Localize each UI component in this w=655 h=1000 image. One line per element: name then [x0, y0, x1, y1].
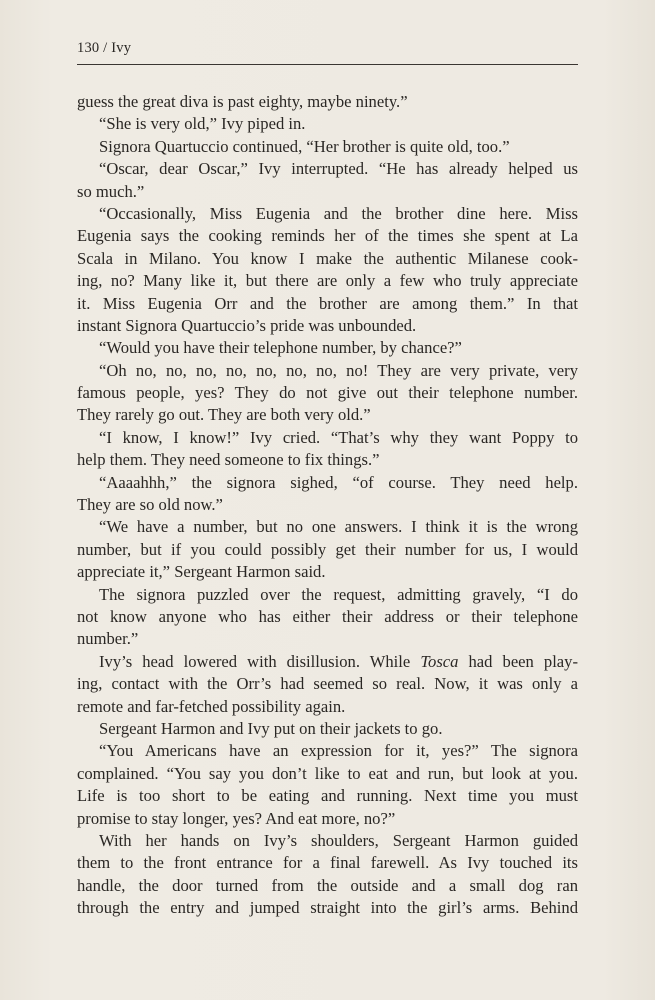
text-line: Signora Quartuccio continued, “Her brother is quite old, too.” [99, 136, 510, 156]
text-line: “Oscar, dear Oscar,” Ivy interrupted. “He has already helped us [99, 159, 578, 179]
text-line: Sergeant Harmon and Ivy put on their jackets to go. [99, 718, 443, 738]
text-line: remote and far-fetched possibility again. [77, 696, 346, 716]
text-line: complained. “You say you don’t like to eat and run, but look at you. [77, 763, 578, 783]
text-line: instant Signora Quartuccio’s pride was unbounded. [77, 315, 417, 335]
opera-title: Tosca [420, 651, 459, 671]
text-line: so much.” [77, 181, 145, 201]
text-line: “She is very old,” Ivy piped in. [99, 114, 306, 134]
text-line: promise to stay longer, yes? And eat more, no?” [77, 808, 396, 828]
text-line: number, but if you could possibly get their number for us, I would [77, 539, 578, 559]
text-line: With her hands on Ivy’s shoulders, Sergeant Harmon guided [99, 830, 578, 850]
text-line: appreciate it,” Sergeant Harmon said. [77, 562, 326, 582]
text-line: handle, the door turned from the outside and a small dog ran [77, 875, 578, 895]
text-line: not know anyone who has either their address or their telephone [77, 606, 578, 626]
text-line: Life is too short to be eating and running. Next time you must [77, 786, 578, 806]
text-line: “Would you have their telephone number, by chance?” [99, 338, 462, 358]
text-line: number.” [77, 629, 139, 649]
text-line: ing, contact with the Orr’s had seemed so real. Now, it was only a [77, 674, 578, 694]
text-line: “Aaaahhh,” the signora sighed, “of course. They need help. [99, 472, 578, 492]
text-line: “We have a number, but no one answers. I think it is the wrong [99, 517, 578, 537]
text-line: “Oh no, no, no, no, no, no, no, no! They are very private, very [99, 360, 578, 380]
text-line: Scala in Milano. You know I make the authentic Milanese cook- [77, 248, 578, 268]
text-line: “Occasionally, Miss Eugenia and the brother dine here. Miss [99, 203, 578, 223]
text-line: help them. They need someone to fix things.” [77, 450, 380, 470]
body-text [77, 91, 578, 919]
text-line: “I know, I know!” Ivy cried. “That’s why they want Poppy to [99, 427, 578, 447]
page-folio: 130 / Ivy [77, 40, 132, 56]
text-line: They are so old now.” [77, 495, 223, 515]
text-line: Eugenia says the cooking reminds her of the times she spent at La [77, 226, 578, 246]
text-line: ing, no? Many like it, but there are only a few who truly appreciate [77, 271, 578, 291]
running-header [77, 40, 578, 65]
text-line: Ivy’s head lowered with disillusion. While Tosca had been play- [99, 651, 578, 671]
text-line: them to the front entrance for a final farewell. As Ivy touched its [77, 853, 578, 873]
text-line: They rarely go out. They are both very old.” [77, 405, 371, 425]
text-line: it. Miss Eugenia Orr and the brother are among them.” In that [77, 293, 578, 313]
text-line: “You Americans have an expression for it, yes?” The signora [99, 741, 578, 761]
text-line: famous people, yes? They do not give out their telephone number. [77, 383, 578, 403]
text-line: guess the great diva is past eighty, maybe ninety.” [77, 92, 408, 111]
text-line: The signora puzzled over the request, admitting gravely, “I do [99, 584, 578, 604]
text-line: through the entry and jumped straight into the girl’s arms. Behind [77, 898, 578, 918]
